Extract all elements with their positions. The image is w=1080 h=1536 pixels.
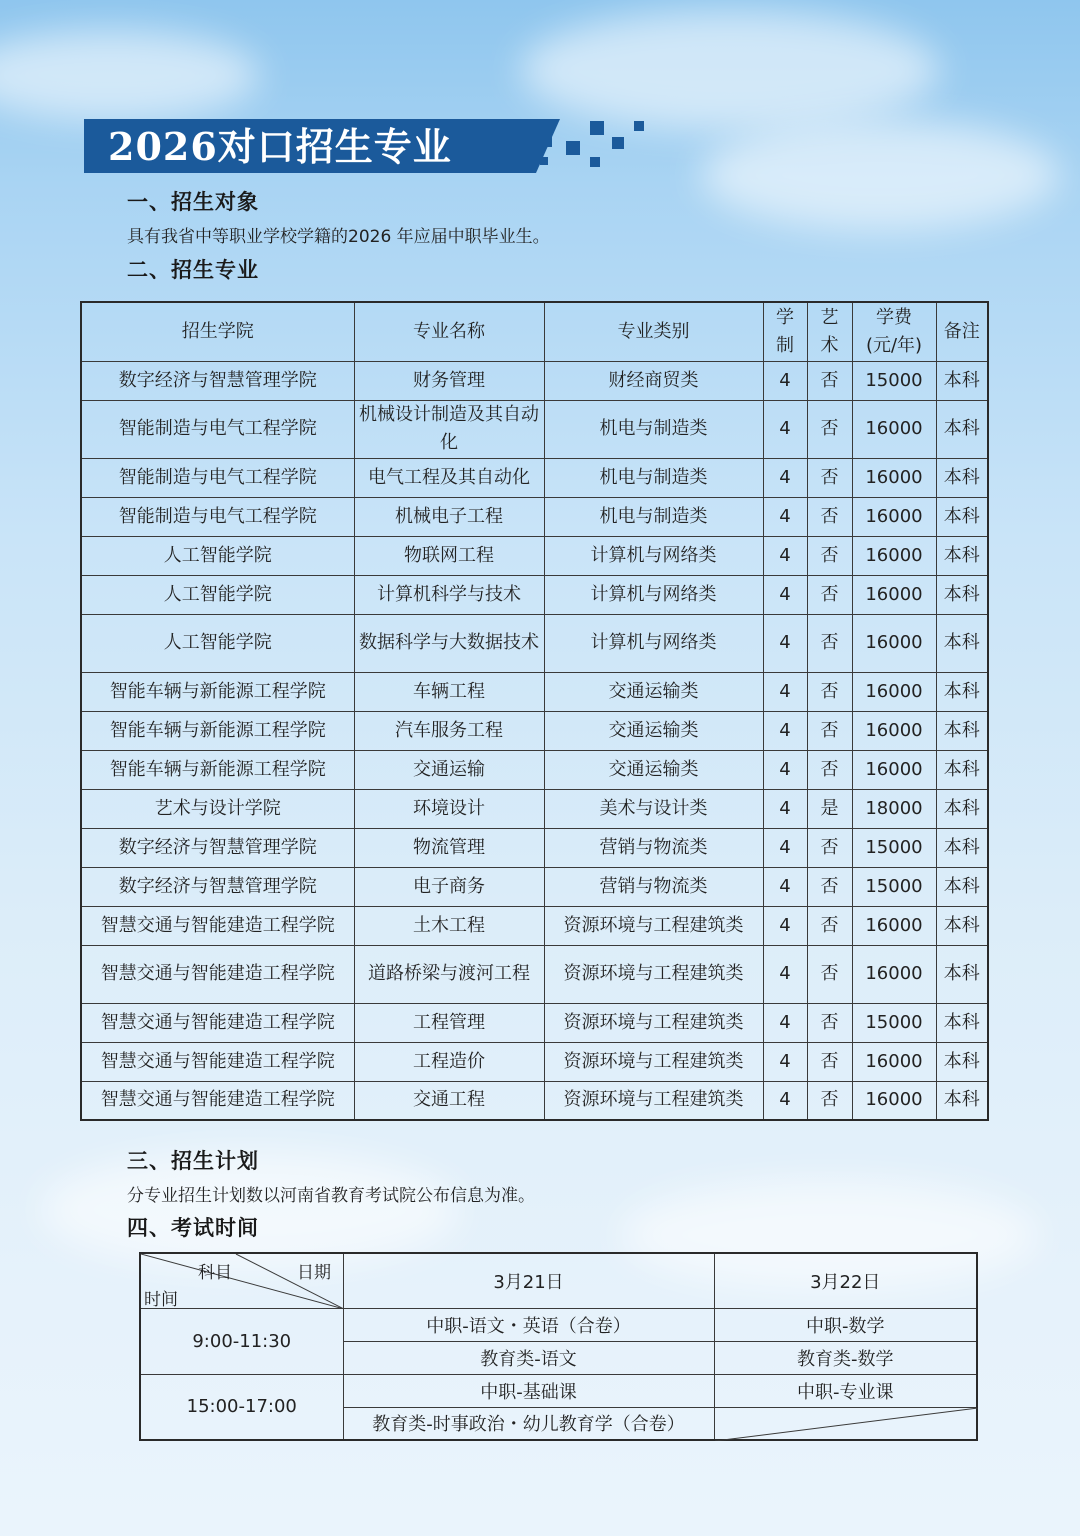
exam-cell: 中职-专业课 [714,1374,977,1407]
cell-art: 否 [807,1042,852,1081]
cell-category: 交通运输类 [544,672,763,711]
cell-category: 交通运输类 [544,711,763,750]
cell-note: 本科 [936,536,988,575]
header-art [807,302,852,361]
cell-years: 4 [763,906,807,945]
cell-college: 数字经济与智慧管理学院 [81,828,354,867]
cell-art: 是 [807,789,852,828]
cloud-decoration [0,30,260,120]
cell-college: 智慧交通与智能建造工程学院 [81,945,354,1003]
cell-art: 否 [807,614,852,672]
cell-years: 4 [763,1042,807,1081]
cell-note: 本科 [936,497,988,536]
cell-category: 计算机与网络类 [544,614,763,672]
cell-fee: 16000 [852,458,936,497]
exam-cell: 教育类-时事政治・幼儿教育学（合卷） [343,1407,714,1440]
cell-college: 智能制造与电气工程学院 [81,458,354,497]
exam-schedule-table [139,1252,978,1441]
cell-fee: 15000 [852,361,936,400]
cell-category: 资源环境与工程建筑类 [544,906,763,945]
cell-art: 否 [807,672,852,711]
cell-college: 智能车辆与新能源工程学院 [81,750,354,789]
cell-category: 机电与制造类 [544,497,763,536]
cell-college: 智能车辆与新能源工程学院 [81,672,354,711]
cell-category: 营销与物流类 [544,867,763,906]
cell-college: 智慧交通与智能建造工程学院 [81,1042,354,1081]
cell-fee: 16000 [852,575,936,614]
cell-college: 智能车辆与新能源工程学院 [81,711,354,750]
cell-note: 本科 [936,575,988,614]
cell-major: 汽车服务工程 [354,711,544,750]
cell-years: 4 [763,400,807,458]
decor-square [566,141,580,155]
table-row [81,575,988,614]
cell-category: 机电与制造类 [544,458,763,497]
cell-art: 否 [807,1003,852,1042]
cell-years: 4 [763,828,807,867]
exam-cell: 中职-数学 [714,1308,977,1341]
cell-art: 否 [807,458,852,497]
header-years [763,302,807,361]
cell-years: 4 [763,497,807,536]
cell-fee: 15000 [852,867,936,906]
cell-college: 智能制造与电气工程学院 [81,497,354,536]
cell-category: 计算机与网络类 [544,536,763,575]
cell-note: 本科 [936,945,988,1003]
cell-years: 4 [763,458,807,497]
table-row [81,400,988,458]
cell-art: 否 [807,828,852,867]
cell-years: 4 [763,614,807,672]
table-header-row [81,302,988,361]
cell-fee: 16000 [852,614,936,672]
exam-cell: 教育类-数学 [714,1341,977,1374]
decor-square [540,157,548,165]
cell-note: 本科 [936,906,988,945]
exam-cell: 中职-语文・英语（合卷） [343,1308,714,1341]
cell-art: 否 [807,361,852,400]
cell-years: 4 [763,789,807,828]
cell-art: 否 [807,575,852,614]
cell-major: 数据科学与大数据技术 [354,614,544,672]
section-heading-exam: 四、考试时间 [127,1216,259,1240]
corner-time-label: 时间 [144,1290,178,1310]
decor-square [634,121,644,131]
cell-fee: 15000 [852,1003,936,1042]
cell-note: 本科 [936,614,988,672]
cell-art: 否 [807,750,852,789]
cell-note: 本科 [936,867,988,906]
table-row [81,497,988,536]
cell-art: 否 [807,711,852,750]
header-art-line2: 术 [820,334,839,356]
cell-college: 数字经济与智慧管理学院 [81,867,354,906]
date-cell-2: 3月22日 [714,1253,977,1308]
cell-art: 否 [807,1081,852,1120]
cell-major: 工程造价 [354,1042,544,1081]
corner-cell [140,1253,343,1308]
cell-note: 本科 [936,711,988,750]
cell-major: 土木工程 [354,906,544,945]
header-years-line2: 制 [776,334,794,356]
header-college: 招生学院 [81,302,354,361]
cell-art: 否 [807,945,852,1003]
cell-major: 电气工程及其自动化 [354,458,544,497]
cell-years: 4 [763,536,807,575]
cell-note: 本科 [936,672,988,711]
cell-note: 本科 [936,361,988,400]
cell-major: 车辆工程 [354,672,544,711]
decor-square [612,137,624,149]
cell-fee: 16000 [852,400,936,458]
cell-art: 否 [807,906,852,945]
cell-category: 计算机与网络类 [544,575,763,614]
cell-fee: 16000 [852,711,936,750]
cell-major: 财务管理 [354,361,544,400]
cell-note: 本科 [936,1081,988,1120]
cell-category: 资源环境与工程建筑类 [544,945,763,1003]
cell-years: 4 [763,1003,807,1042]
cell-category: 资源环境与工程建筑类 [544,1003,763,1042]
cell-college: 人工智能学院 [81,614,354,672]
header-fee [852,302,936,361]
exam-header-row [140,1253,977,1308]
section-text-target: 具有我省中等职业学校学籍的2026 年应届中职毕业生。 [127,227,550,247]
section-text-plan: 分专业招生计划数以河南省教育考试院公布信息为准。 [127,1186,535,1206]
majors-table [80,301,989,1121]
table-row [81,536,988,575]
cell-college: 人工智能学院 [81,536,354,575]
exam-row [140,1308,977,1341]
cell-years: 4 [763,1081,807,1120]
header-fee-line1: 学费 [876,306,912,328]
cell-major: 环境设计 [354,789,544,828]
cell-major: 交通工程 [354,1081,544,1120]
cell-fee: 15000 [852,828,936,867]
decor-square [590,157,600,167]
table-row [81,1003,988,1042]
corner-date-label: 日期 [297,1263,331,1283]
table-row [81,945,988,1003]
cell-note: 本科 [936,828,988,867]
cloud-decoration [520,10,940,130]
header-fee-line2: (元/年) [865,334,923,356]
table-row [81,789,988,828]
cell-category: 财经商贸类 [544,361,763,400]
header-note: 备注 [936,302,988,361]
table-row [81,906,988,945]
page-title: 2026对口招生专业 [108,124,452,169]
time-slot-morning: 9:00-11:30 [140,1308,343,1374]
table-row [81,672,988,711]
time-slot-afternoon: 15:00-17:00 [140,1374,343,1440]
cell-years: 4 [763,711,807,750]
cell-major: 工程管理 [354,1003,544,1042]
exam-cell: 教育类-语文 [343,1341,714,1374]
section-heading-majors: 二、招生专业 [127,258,259,282]
cell-college: 智慧交通与智能建造工程学院 [81,1003,354,1042]
table-row [81,458,988,497]
cell-fee: 16000 [852,672,936,711]
cell-college: 艺术与设计学院 [81,789,354,828]
cell-major: 道路桥梁与渡河工程 [354,945,544,1003]
empty-slashed-cell [714,1407,977,1440]
cell-major: 机械设计制造及其自动化 [354,400,544,458]
cell-major: 机械电子工程 [354,497,544,536]
cell-category: 资源环境与工程建筑类 [544,1081,763,1120]
cell-college: 智能制造与电气工程学院 [81,400,354,458]
cell-category: 机电与制造类 [544,400,763,458]
cell-note: 本科 [936,789,988,828]
cell-years: 4 [763,750,807,789]
cell-college: 人工智能学院 [81,575,354,614]
date-cell-1: 3月21日 [343,1253,714,1308]
cell-college: 智慧交通与智能建造工程学院 [81,906,354,945]
cell-major: 计算机科学与技术 [354,575,544,614]
cell-years: 4 [763,361,807,400]
header-category: 专业类别 [544,302,763,361]
header-major: 专业名称 [354,302,544,361]
cell-years: 4 [763,945,807,1003]
cell-category: 营销与物流类 [544,828,763,867]
cloud-decoration [700,120,1060,230]
cell-years: 4 [763,672,807,711]
cell-category: 交通运输类 [544,750,763,789]
exam-cell: 中职-基础课 [343,1374,714,1407]
cell-college: 数字经济与智慧管理学院 [81,361,354,400]
cell-major: 物流管理 [354,828,544,867]
table-row [81,867,988,906]
cell-years: 4 [763,575,807,614]
cell-college: 智慧交通与智能建造工程学院 [81,1081,354,1120]
cell-art: 否 [807,400,852,458]
cell-fee: 16000 [852,1081,936,1120]
header-art-line1: 艺 [820,306,839,328]
section-heading-target: 一、招生对象 [127,190,259,214]
cell-category: 资源环境与工程建筑类 [544,1042,763,1081]
cell-major: 物联网工程 [354,536,544,575]
cell-fee: 18000 [852,789,936,828]
section-heading-plan: 三、招生计划 [127,1149,259,1173]
table-row [81,1042,988,1081]
table-row [81,711,988,750]
table-row [81,614,988,672]
cell-years: 4 [763,867,807,906]
cell-note: 本科 [936,750,988,789]
decor-square [590,121,604,135]
table-row [81,1081,988,1120]
cell-art: 否 [807,867,852,906]
slash-line [715,1408,978,1441]
cell-fee: 16000 [852,906,936,945]
cell-major: 电子商务 [354,867,544,906]
exam-row [140,1374,977,1407]
cell-note: 本科 [936,458,988,497]
cell-fee: 16000 [852,945,936,1003]
decor-square [538,133,552,147]
cell-note: 本科 [936,1042,988,1081]
table-row [81,750,988,789]
table-row [81,361,988,400]
cell-category: 美术与设计类 [544,789,763,828]
cell-art: 否 [807,536,852,575]
cell-fee: 16000 [852,497,936,536]
cell-fee: 16000 [852,750,936,789]
cell-fee: 16000 [852,536,936,575]
table-row [81,828,988,867]
cell-note: 本科 [936,400,988,458]
cell-fee: 16000 [852,1042,936,1081]
cell-art: 否 [807,497,852,536]
header-years-line1: 学 [776,306,794,328]
corner-subject-label: 科目 [198,1263,232,1283]
cell-major: 交通运输 [354,750,544,789]
cell-note: 本科 [936,1003,988,1042]
